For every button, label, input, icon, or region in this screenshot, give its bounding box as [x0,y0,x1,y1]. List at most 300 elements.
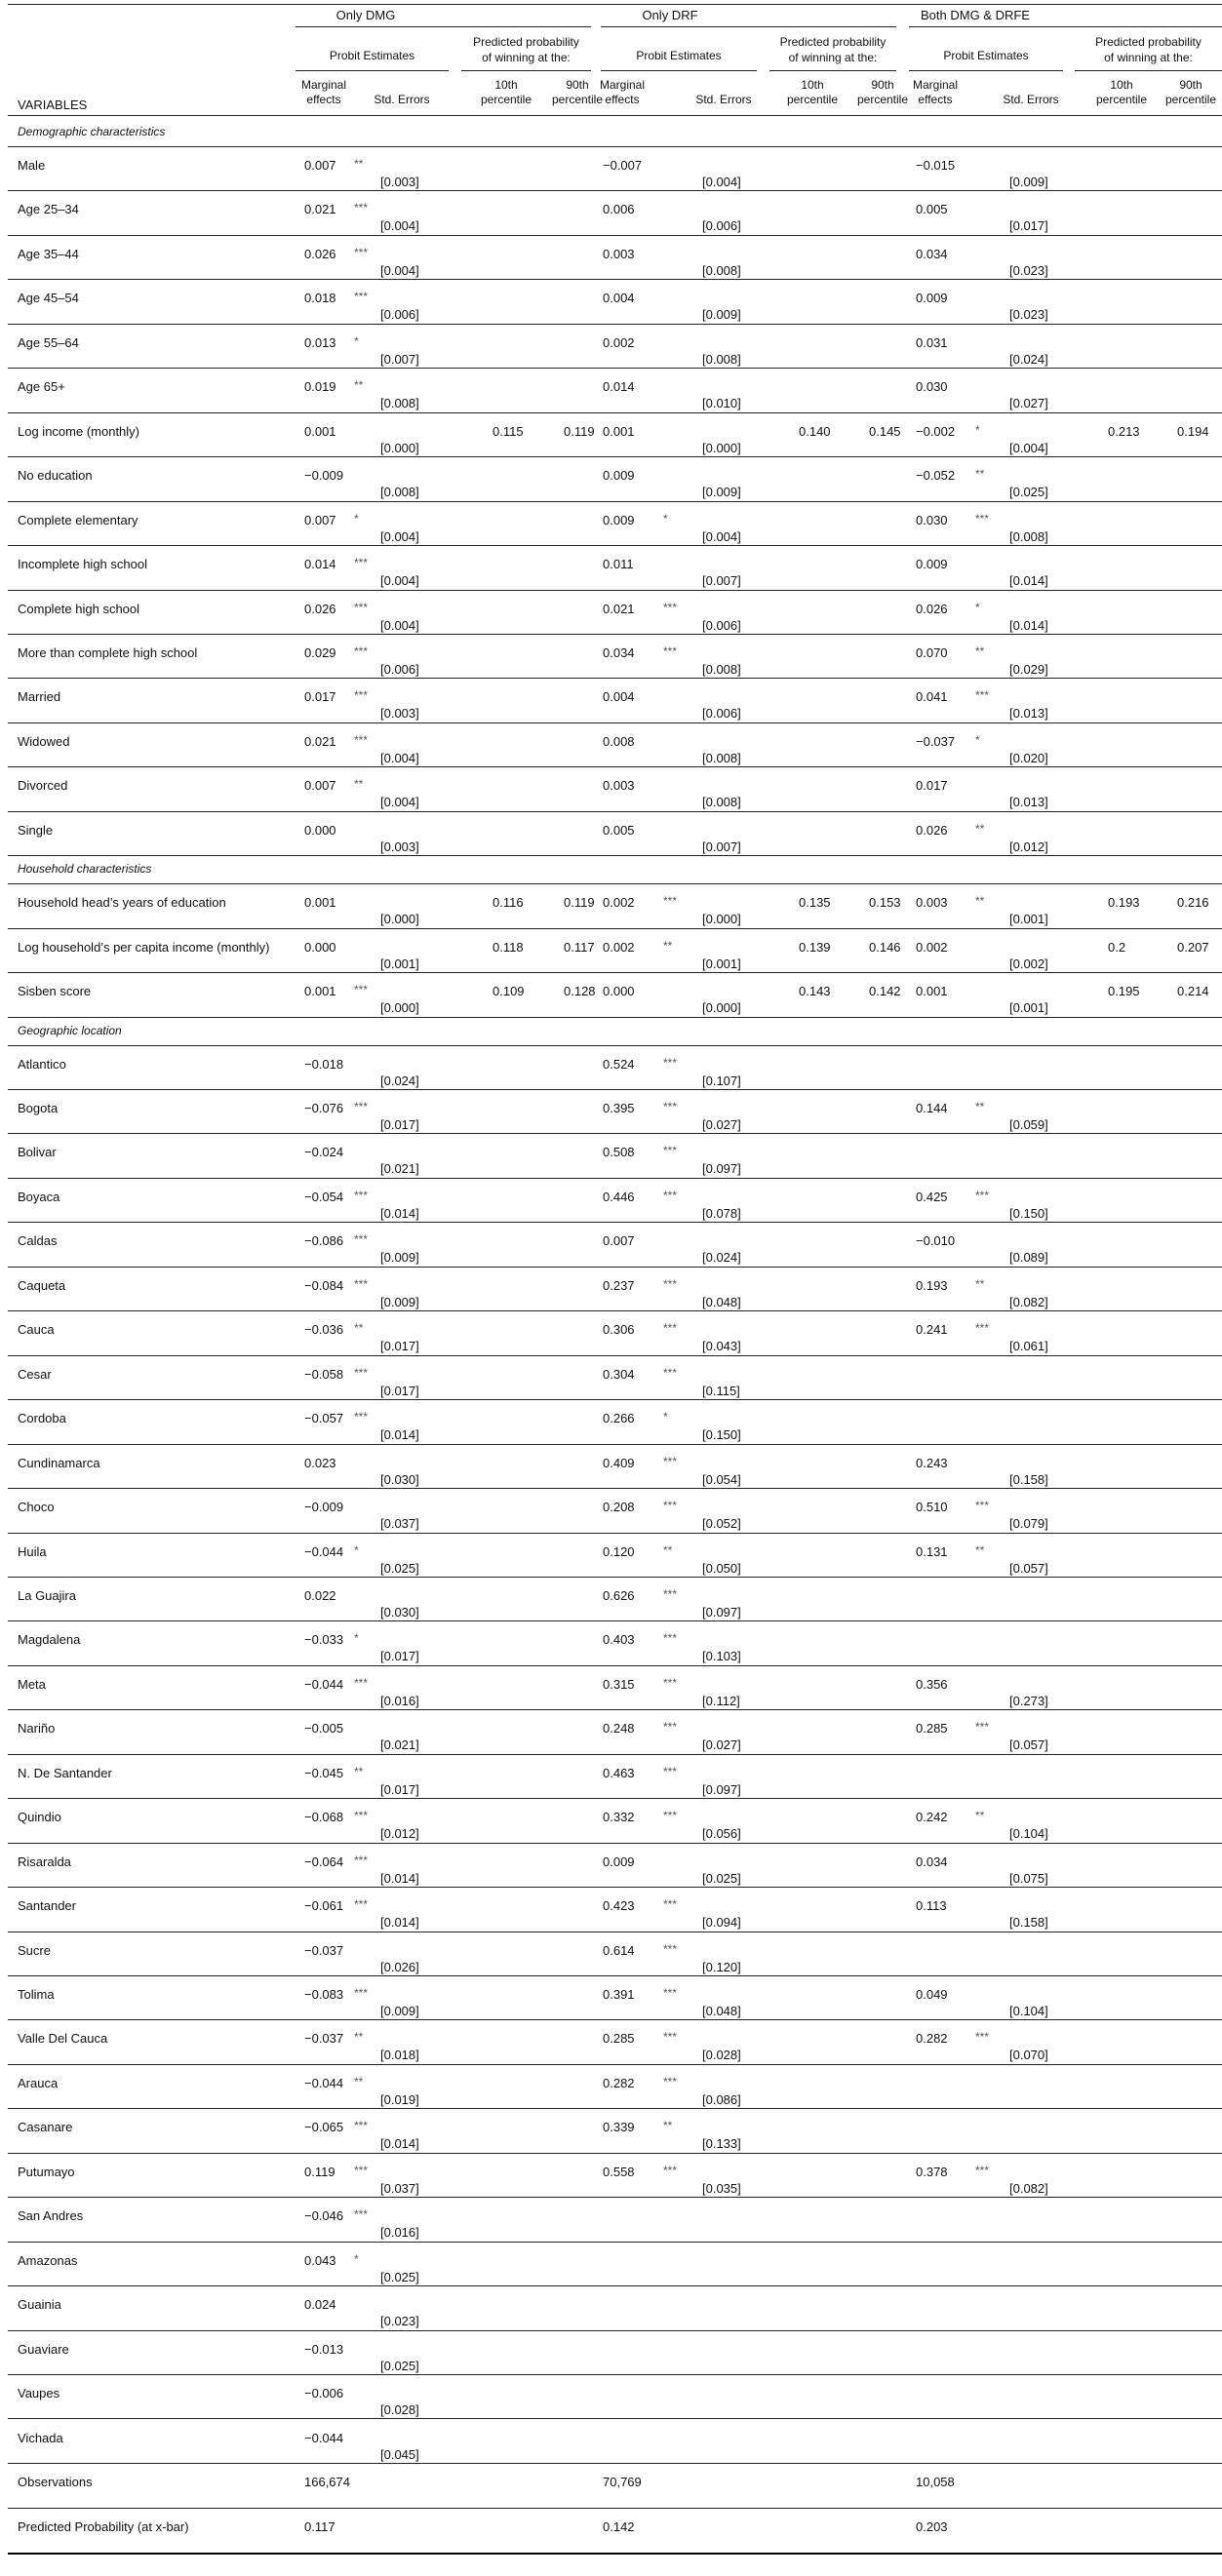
row-label: Meta [18,1676,46,1692]
marginal-effect: 0.119 [304,2164,335,2179]
significance-stars: ** [354,2030,364,2045]
pred-prob-10th: 0.116 [493,895,524,911]
significance-stars: ** [354,378,364,393]
p90-header-line1: 90th [1179,78,1202,92]
row-rule [8,678,1222,679]
marginal-effect: 0.009 [603,1854,635,1869]
marginal-effect: 0.005 [603,822,635,838]
std-error: [0.086] [702,2091,741,2107]
std-error: [0.027] [702,1117,741,1132]
std-error: [0.133] [702,2136,741,2152]
std-error: [0.082] [1009,1294,1048,1309]
header-bottom-rule [8,115,1222,116]
row-label: Age 55–64 [18,334,79,350]
row-rule [8,2242,1222,2243]
marginal-effect: 0.014 [603,379,635,395]
std-error: [0.003] [380,839,419,854]
std-error: [0.037] [380,2180,419,2196]
row-rule [8,1533,1222,1534]
significance-stars: *** [354,1986,369,2000]
significance-stars: *** [975,2163,990,2177]
significance-stars: *** [663,2163,678,2177]
row-rule [8,1798,1222,1799]
significance-stars: * [975,732,980,747]
std-error: [0.017] [380,1781,419,1797]
marginal-effect: 0.034 [916,246,948,261]
std-error: [0.004] [380,573,419,589]
std-error: [0.006] [380,307,419,323]
row-rule [8,235,1222,236]
significance-stars: *** [663,1675,678,1690]
marginal-effect: −0.002 [916,423,956,439]
significance-stars: ** [354,777,364,792]
std-error: [0.003] [380,706,419,722]
pred-label-line2: of winning at the: [1104,51,1193,64]
marginal-effect: −0.033 [304,1632,344,1648]
row-label: Bolivar [18,1145,57,1160]
pred-label-line1: Predicted probability [779,35,887,49]
significance-stars: *** [975,1188,990,1202]
marginal-effect: −0.058 [304,1366,344,1382]
significance-stars: * [354,1631,359,1646]
std-error: [0.014] [1009,617,1048,633]
marginal-effect: 0.006 [603,202,635,217]
significance-stars: *** [975,1321,990,1336]
p90-header-line2: percentile [856,93,909,106]
row-label: Huila [18,1543,47,1559]
row-rule [8,1975,1222,1976]
row-rule [8,855,1222,856]
row-label: Quindio [18,1810,61,1825]
significance-stars: *** [663,1941,678,1956]
row-label: Age 65+ [18,379,65,395]
std-error: [0.001] [702,956,741,971]
significance-stars: ** [975,1809,985,1823]
marginal-effect: −0.054 [304,1189,344,1204]
std-error: [0.079] [1009,1516,1048,1532]
row-rule [8,1577,1222,1578]
me-header-line1: Marginal [912,78,959,92]
pred-prob-10th: 0.2 [1108,939,1126,955]
probit-subrule [296,70,449,71]
pred-prob-90th: 0.194 [1177,423,1209,439]
std-error: [0.097] [702,1604,741,1620]
row-label: Cundinamarca [18,1455,100,1470]
pred-prob-90th: 0.117 [564,939,595,955]
summary-value: 10,058 [916,2474,955,2489]
marginal-effect: 0.558 [603,2164,635,2179]
significance-stars: *** [354,1188,369,1202]
significance-stars: * [354,511,359,526]
std-error: [0.017] [1009,218,1048,234]
std-error: [0.008] [702,750,741,765]
row-rule [8,1310,1222,1311]
row-label: Choco [18,1500,55,1515]
variables-header: VARIABLES [18,98,88,112]
std-error: [0.043] [702,1339,741,1354]
p10-header-line2: percentile [480,93,532,106]
row-rule [8,2197,1222,2198]
se-header: Std. Errors [695,93,752,106]
marginal-effect: −0.084 [304,1277,344,1293]
row-rule [8,1355,1222,1356]
std-error: [0.115] [702,1383,740,1398]
significance-stars: * [354,2251,359,2266]
summary-value: 70,769 [603,2474,642,2489]
marginal-effect: 0.524 [603,1056,635,1072]
std-error: [0.021] [380,1161,419,1177]
pred-prob-10th: 0.135 [799,895,831,911]
std-error: [0.158] [1009,1915,1048,1931]
pred-prob-10th: 0.139 [799,939,831,955]
row-label: Complete elementary [18,512,138,527]
significance-stars: *** [354,983,369,997]
marginal-effect: 0.304 [603,1366,635,1382]
marginal-effect: 0.030 [916,379,948,395]
std-error: [0.104] [1009,1826,1048,1842]
marginal-effect: 0.241 [916,1322,948,1338]
significance-stars: *** [354,1897,369,1912]
std-error: [0.008] [380,396,419,411]
row-label: Single [18,822,54,838]
me-header-line2: effects [918,93,953,106]
p90-header-line2: percentile [1164,93,1217,106]
marginal-effect: 0.282 [916,2031,948,2047]
marginal-effect: −0.086 [304,1233,344,1249]
marginal-effect: 0.031 [916,334,948,350]
std-error: [0.056] [702,1826,741,1842]
std-error: [0.050] [702,1560,741,1576]
marginal-effect: 0.002 [916,939,948,955]
std-error: [0.000] [380,1000,419,1016]
std-error: [0.003] [380,175,419,189]
significance-stars: ** [354,2074,364,2088]
std-error: [0.014] [380,1915,419,1931]
marginal-effect: 0.022 [304,1587,336,1603]
marginal-effect: 0.000 [603,984,635,999]
marginal-effect: 0.000 [304,822,336,838]
significance-stars: *** [663,1100,678,1113]
marginal-effect: 0.463 [603,1765,635,1780]
marginal-effect: −0.045 [304,1765,344,1780]
std-error: [0.000] [702,1000,741,1016]
row-rule [8,1017,1222,1018]
marginal-effect: −0.018 [304,1056,344,1072]
std-error: [0.025] [380,2269,419,2284]
significance-stars: *** [354,1809,369,1823]
se-header: Std. Errors [374,93,430,106]
row-label: Predicted Probability (at x-bar) [18,2518,189,2534]
row-rule [8,1133,1222,1134]
significance-stars: *** [354,1365,369,1380]
row-rule [8,456,1222,457]
std-error: [0.010] [702,396,741,411]
significance-stars: *** [354,2119,369,2133]
row-label: Santander [18,1898,76,1914]
std-error: [0.009] [380,1294,419,1309]
significance-stars: *** [354,688,369,703]
std-error: [0.000] [702,440,741,455]
marginal-effect: −0.044 [304,1543,344,1559]
row-rule [8,1488,1222,1489]
marginal-effect: −0.006 [304,2386,344,2401]
row-label: Age 35–44 [18,246,79,261]
marginal-effect: −0.037 [916,733,956,749]
group-title-only-drf: Only DRF [642,8,698,22]
row-label: Vaupes [18,2386,60,2401]
std-error: [0.020] [1009,750,1048,765]
p10-header-line2: percentile [786,93,839,106]
row-label: Nariño [18,1721,56,1737]
marginal-effect: 0.007 [304,158,336,173]
marginal-effect: −0.010 [916,1233,956,1249]
std-error: [0.018] [380,2048,419,2063]
row-label: Tolima [18,1987,55,2002]
marginal-effect: 0.007 [603,1233,635,1249]
marginal-effect: 0.626 [603,1587,635,1603]
std-error: [0.273] [1009,1693,1048,1708]
row-label: Age 25–34 [18,202,79,217]
marginal-effect: 0.193 [916,1277,948,1293]
marginal-effect: 0.237 [603,1277,635,1293]
significance-stars: *** [975,511,990,526]
std-error: [0.014] [380,2136,419,2152]
std-error: [0.029] [1009,661,1048,677]
marginal-effect: 0.041 [916,689,948,705]
std-error: [0.000] [380,912,419,927]
std-error: [0.052] [702,1516,741,1532]
row-label: Log household’s per capita income (monthly) [18,939,270,955]
significance-stars: * [975,422,980,437]
marginal-effect: −0.036 [304,1322,344,1338]
marginal-effect: −0.076 [304,1101,344,1115]
marginal-effect: 0.002 [603,939,635,955]
marginal-effect: 0.013 [304,334,336,350]
row-label: Amazonas [18,2252,78,2268]
significance-stars: *** [663,1276,678,1291]
std-error: [0.012] [1009,839,1048,854]
marginal-effect: 0.070 [916,644,948,660]
pred-prob-90th: 0.119 [564,895,595,911]
significance-stars: * [663,511,668,526]
significance-stars: *** [663,2074,678,2088]
row-rule [8,1620,1222,1621]
significance-stars: *** [663,1321,678,1336]
significance-stars: *** [975,2030,990,2045]
significance-stars: *** [663,1897,678,1912]
marginal-effect: 0.024 [304,2297,336,2313]
marginal-effect: −0.044 [304,2430,344,2445]
std-error: [0.107] [702,1073,741,1088]
marginal-effect: 0.446 [603,1189,635,1204]
std-error: [0.017] [380,1339,419,1354]
row-label: Complete high school [18,601,140,616]
pred-subrule [1075,70,1222,71]
std-error: [0.007] [702,573,741,589]
std-error: [0.030] [380,1604,419,1620]
significance-stars: *** [354,600,369,614]
row-label: San Andres [18,2208,84,2224]
summary-value: 0.203 [916,2518,948,2534]
significance-stars: *** [354,1410,369,1425]
std-error: [0.013] [1009,795,1048,810]
significance-stars: *** [663,600,678,614]
row-label: Risaralda [18,1854,71,1869]
marginal-effect: 0.019 [304,379,336,395]
std-error: [0.023] [1009,307,1048,323]
std-error: [0.008] [702,262,741,278]
pred-label-line1: Predicted probability [473,35,579,49]
marginal-effect: 0.423 [603,1898,635,1914]
pred-prob-90th: 0.214 [1177,984,1209,999]
std-error: [0.006] [702,617,741,633]
marginal-effect: 0.339 [603,2120,635,2135]
marginal-effect: 0.378 [916,2164,948,2179]
std-error: [0.089] [1009,1250,1048,1266]
significance-stars: *** [663,1144,678,1158]
marginal-effect: 0.395 [603,1101,635,1115]
std-error: [0.158] [1009,1471,1048,1487]
row-label: Guainia [18,2297,61,2313]
pred-prob-10th: 0.115 [493,423,524,439]
std-error: [0.120] [702,1959,741,1974]
se-header: Std. Errors [1003,93,1059,106]
row-label: Sucre [18,1942,51,1958]
marginal-effect: 0.285 [916,1721,948,1737]
marginal-effect: 0.014 [304,557,336,572]
std-error: [0.008] [702,795,741,810]
significance-stars: *** [663,894,678,909]
std-error: [0.021] [380,1737,419,1753]
row-rule [8,2508,1222,2509]
marginal-effect: 0.243 [916,1455,948,1470]
row-rule [8,2285,1222,2286]
std-error: [0.104] [1009,2004,1048,2018]
significance-stars: *** [975,1720,990,1735]
std-error: [0.054] [702,1471,741,1487]
probit-subrule [909,70,1063,71]
row-rule [8,2108,1222,2109]
significance-stars: *** [354,1675,369,1690]
significance-stars: *** [663,1720,678,1735]
p10-header-line1: 10th [1110,78,1133,92]
row-rule [8,766,1222,767]
row-label: Atlantico [18,1056,66,1072]
marginal-effect: 0.403 [603,1632,635,1648]
marginal-effect: 0.043 [304,2252,336,2268]
row-rule [8,2064,1222,2065]
std-error: [0.008] [1009,528,1048,544]
marginal-effect: 0.391 [603,1987,635,2002]
p90-header-line1: 90th [566,78,589,92]
std-error: [0.097] [702,1161,741,1177]
marginal-effect: 0.131 [916,1543,948,1559]
std-error: [0.017] [380,1117,419,1132]
marginal-effect: 0.508 [603,1145,635,1160]
section-heading: Household characteristics [18,862,152,877]
row-rule [8,883,1222,884]
marginal-effect: 0.004 [603,291,635,306]
std-error: [0.009] [380,1250,419,1266]
std-error: [0.059] [1009,1117,1048,1132]
std-error: [0.006] [380,661,419,677]
significance-stars: *** [354,556,369,570]
row-rule [8,1045,1222,1046]
std-error: [0.026] [380,1959,419,1974]
row-label: Valle Del Cauca [18,2031,108,2047]
marginal-effect: 0.026 [916,822,948,838]
marginal-effect: 0.001 [304,423,336,439]
row-label: Widowed [18,733,70,749]
row-label: No education [18,468,93,484]
std-error: [0.097] [702,1781,741,1797]
marginal-effect: 0.409 [603,1455,635,1470]
pred-prob-10th: 0.143 [799,984,831,999]
marginal-effect: 0.315 [603,1676,635,1692]
row-rule [8,501,1222,502]
row-label: More than complete high school [18,644,198,660]
significance-stars: * [354,333,359,348]
row-label: Vichada [18,2430,63,2445]
significance-stars: * [663,1410,668,1425]
significance-stars: ** [975,894,985,909]
std-error: [0.057] [1009,1737,1048,1753]
row-rule [8,634,1222,635]
row-rule [8,928,1222,929]
row-label: Sisben score [18,984,92,999]
marginal-effect: −0.068 [304,1810,344,1825]
marginal-effect: −0.009 [304,468,344,484]
std-error: [0.000] [380,440,419,455]
p10-header-line1: 10th [801,78,824,92]
row-label: Log income (monthly) [18,423,139,439]
std-error: [0.075] [1009,1870,1048,1886]
row-rule [8,1089,1222,1090]
pred-prob-10th: 0.193 [1108,895,1140,911]
std-error: [0.030] [380,1471,419,1487]
row-rule [8,2330,1222,2331]
marginal-effect: 0.009 [603,468,635,484]
marginal-effect: 0.017 [304,689,336,705]
std-error: [0.016] [380,1693,419,1708]
significance-stars: ** [975,821,985,836]
pred-prob-10th: 0.109 [493,984,525,999]
std-error: [0.008] [702,661,741,677]
marginal-effect: 0.026 [304,601,336,616]
pred-prob-10th: 0.118 [493,939,524,955]
marginal-effect: 0.285 [603,2031,635,2047]
significance-stars: *** [975,1499,990,1513]
section-heading: Geographic location [18,1023,122,1037]
significance-stars: *** [663,1631,678,1646]
me-header-line1: Marginal [599,78,646,92]
significance-stars: *** [354,644,369,658]
std-error: [0.103] [702,1649,741,1664]
std-error: [0.004] [380,218,419,234]
pred-prob-90th: 0.119 [564,423,595,439]
marginal-effect: 0.208 [603,1500,635,1515]
marginal-effect: 0.009 [603,512,635,527]
row-label: Married [18,689,61,705]
p10-header-line2: percentile [1095,93,1148,106]
marginal-effect: 0.007 [304,778,336,794]
std-error: [0.045] [380,2446,419,2462]
std-error: [0.014] [380,1427,419,1443]
row-label: Observations [18,2474,93,2489]
row-label: Cesar [18,1366,52,1382]
marginal-effect: −0.005 [304,1721,344,1737]
pred-subrule [461,70,591,71]
